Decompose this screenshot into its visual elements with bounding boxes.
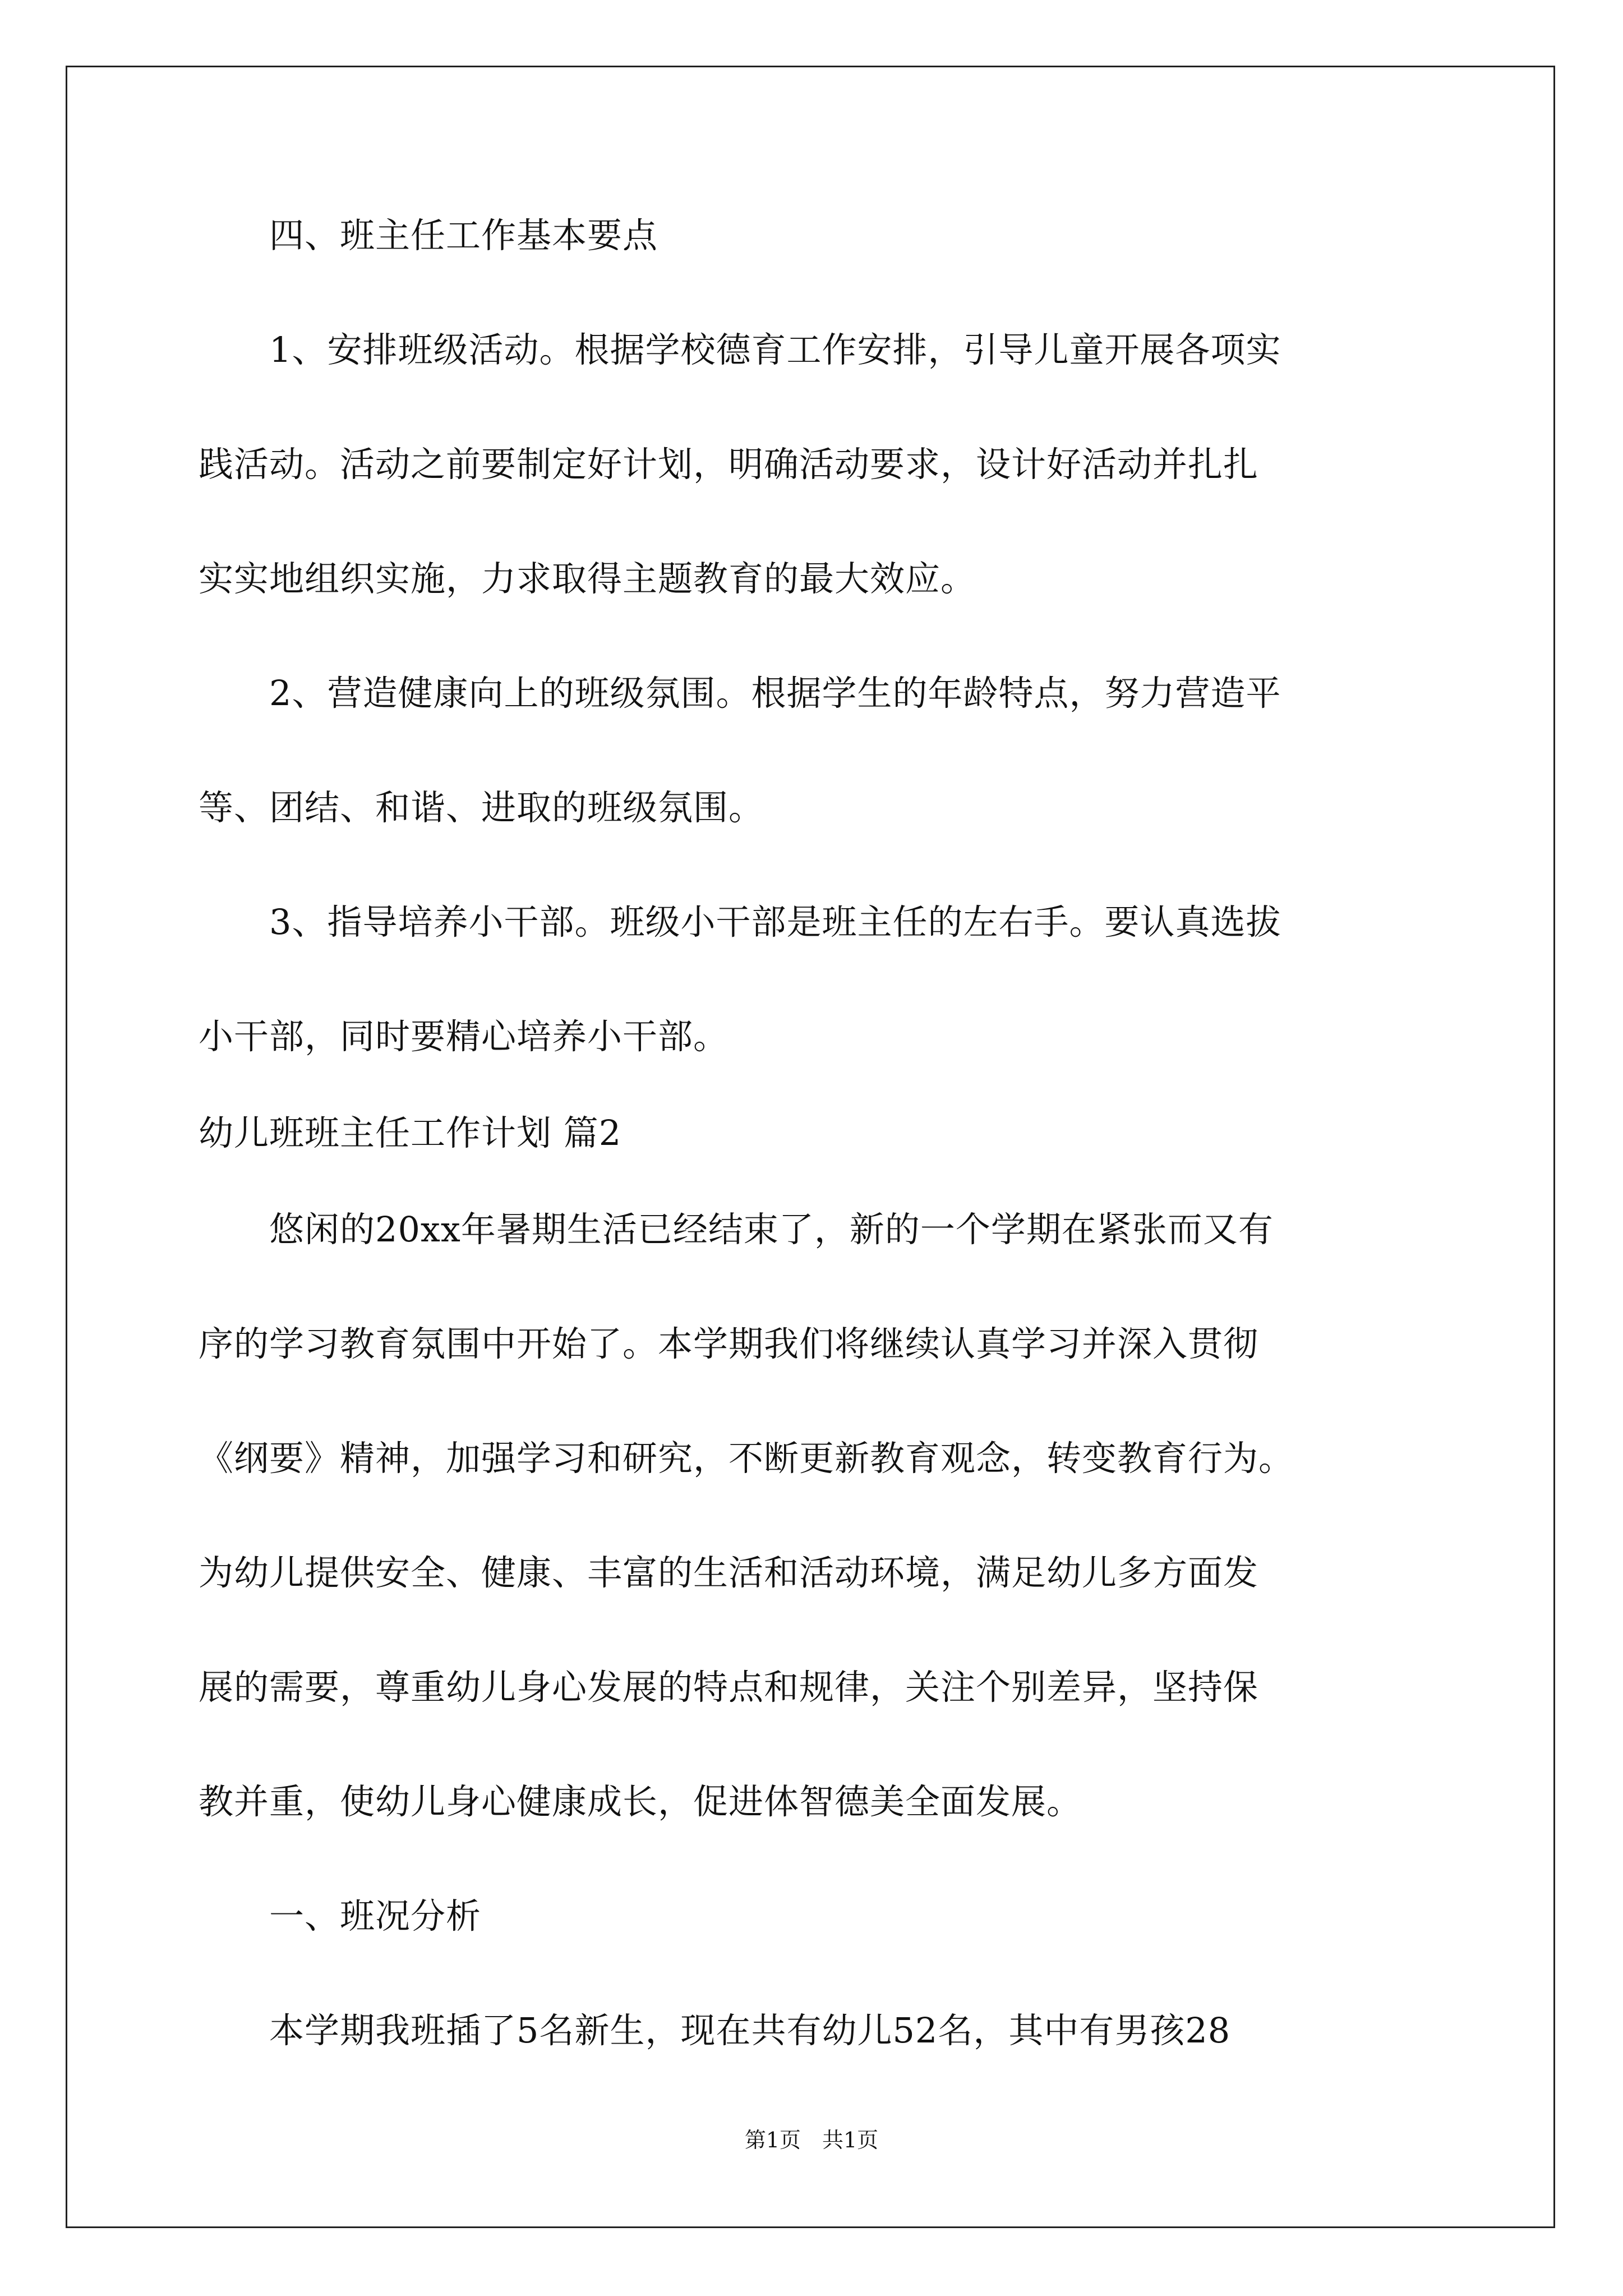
page-footer: 第1页 共1页 [744,2128,879,2152]
paragraph-line: 序的学习教育氛围中开始了。本学期我们将继续认真学习并深入贯彻 [199,1323,1259,1364]
paragraph-line: 践活动。活动之前要制定好计划，明确活动要求，设计好活动并扎扎 [199,444,1259,485]
paragraph-line: 教并重，使幼儿身心健康成长，促进体智德美全面发展。 [199,1781,1082,1822]
paragraph-line: 《纲要》精神，加强学习和研究，不断更新教育观念，转变教育行为。 [199,1438,1294,1479]
paragraph-line: 3、指导培养小干部。班级小干部是班主任的左右手。要认真选拔 [199,901,1281,942]
paragraph-line: 实实地组织实施，力求取得主题教育的最大效应。 [199,558,976,599]
document-body [199,213,1432,2053]
section-heading-1: 一、班况分析 [199,1895,482,1936]
article-title: 幼儿班班主任工作计划 篇2 [199,1112,622,1153]
paragraph-line: 小干部，同时要精心培养小干部。 [199,1016,729,1057]
section-heading-4: 四、班主任工作基本要点 [199,215,658,256]
paragraph-line: 1、安排班级活动。根据学校德育工作安排，引导儿童开展各项实 [199,329,1281,370]
paragraph-line: 等、团结、和谐、进取的班级氛围。 [199,787,764,828]
paragraph-line: 展的需要，尊重幼儿身心发展的特点和规律，关注个别差异，坚持保 [199,1667,1259,1708]
paragraph-line: 2、营造健康向上的班级氛围。根据学生的年龄特点，努力营造平 [199,673,1281,714]
paragraph-line: 本学期我班插了5名新生，现在共有幼儿52名，其中有男孩28 [199,2010,1231,2051]
paragraph-line: 为幼儿提供安全、健康、丰富的生活和活动环境，满足幼儿多方面发 [199,1552,1259,1593]
paragraph-line: 悠闲的20xx年暑期生活已经结束了，新的一个学期在紧张而又有 [199,1209,1274,1250]
